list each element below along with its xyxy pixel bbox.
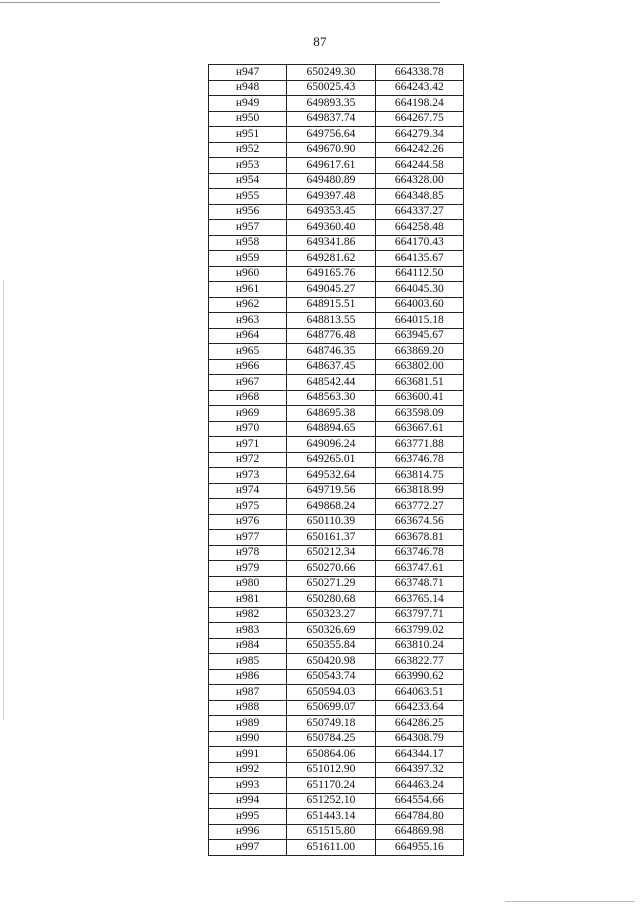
x-coordinate-cell: 649480.89: [287, 173, 375, 189]
point-id-cell: н975: [209, 499, 287, 515]
point-id-cell: н959: [209, 251, 287, 267]
y-coordinate-cell: 664242.26: [375, 142, 463, 158]
table-row: [209, 623, 464, 639]
point-id-cell: н978: [209, 545, 287, 561]
point-id-cell: н957: [209, 220, 287, 236]
point-id-cell: н951: [209, 127, 287, 143]
table-row: [209, 499, 464, 515]
x-coordinate-cell: 649397.48: [287, 189, 375, 205]
y-coordinate-cell: 664784.80: [375, 809, 463, 825]
y-coordinate-cell: 663814.75: [375, 468, 463, 484]
x-coordinate-cell: 651443.14: [287, 809, 375, 825]
x-coordinate-cell: 648776.48: [287, 328, 375, 344]
x-coordinate-cell: 649756.64: [287, 127, 375, 143]
table-row: [209, 607, 464, 623]
y-coordinate-cell: 663748.71: [375, 576, 463, 592]
y-coordinate-cell: 664003.60: [375, 297, 463, 313]
y-coordinate-cell: 664015.18: [375, 313, 463, 329]
scan-edge-line: [505, 901, 635, 902]
table-row: [209, 251, 464, 267]
table-row: [209, 328, 464, 344]
point-id-cell: н960: [209, 266, 287, 282]
x-coordinate-cell: 650161.37: [287, 530, 375, 546]
point-id-cell: н968: [209, 390, 287, 406]
scan-edge-line: [0, 2, 440, 3]
x-coordinate-cell: 650543.74: [287, 669, 375, 685]
point-id-cell: н964: [209, 328, 287, 344]
x-coordinate-cell: 649837.74: [287, 111, 375, 127]
x-coordinate-cell: 650270.66: [287, 561, 375, 577]
page-number: 87: [313, 34, 327, 49]
table-row: [209, 654, 464, 670]
x-coordinate-cell: 648695.38: [287, 406, 375, 422]
point-id-cell: н963: [209, 313, 287, 329]
point-id-cell: н981: [209, 592, 287, 608]
table-row: [209, 747, 464, 763]
x-coordinate-cell: 649719.56: [287, 483, 375, 499]
point-id-cell: н993: [209, 778, 287, 794]
y-coordinate-cell: 664243.42: [375, 80, 463, 96]
x-coordinate-cell: 649341.86: [287, 235, 375, 251]
y-coordinate-cell: 663772.27: [375, 499, 463, 515]
point-id-cell: н996: [209, 824, 287, 840]
x-coordinate-cell: 650110.39: [287, 514, 375, 530]
point-id-cell: н986: [209, 669, 287, 685]
point-id-cell: н973: [209, 468, 287, 484]
point-id-cell: н991: [209, 747, 287, 763]
y-coordinate-cell: 663818.99: [375, 483, 463, 499]
x-coordinate-cell: 649045.27: [287, 282, 375, 298]
point-id-cell: н997: [209, 840, 287, 856]
y-coordinate-cell: 664328.00: [375, 173, 463, 189]
x-coordinate-cell: 648542.44: [287, 375, 375, 391]
table-row: [209, 576, 464, 592]
point-id-cell: н985: [209, 654, 287, 670]
y-coordinate-cell: 663678.81: [375, 530, 463, 546]
y-coordinate-cell: 663990.62: [375, 669, 463, 685]
x-coordinate-cell: 650326.69: [287, 623, 375, 639]
point-id-cell: н965: [209, 344, 287, 360]
x-coordinate-cell: 648813.55: [287, 313, 375, 329]
point-id-cell: н962: [209, 297, 287, 313]
table-row: [209, 127, 464, 143]
table-row: [209, 375, 464, 391]
y-coordinate-cell: 663765.14: [375, 592, 463, 608]
table-row: [209, 344, 464, 360]
y-coordinate-cell: 663802.00: [375, 359, 463, 375]
point-id-cell: н989: [209, 716, 287, 732]
y-coordinate-cell: 664869.98: [375, 824, 463, 840]
point-id-cell: н990: [209, 731, 287, 747]
point-id-cell: н980: [209, 576, 287, 592]
table-row: [209, 592, 464, 608]
point-id-cell: н967: [209, 375, 287, 391]
x-coordinate-cell: 651012.90: [287, 762, 375, 778]
x-coordinate-cell: 649617.61: [287, 158, 375, 174]
x-coordinate-cell: 648563.30: [287, 390, 375, 406]
table-row: [209, 483, 464, 499]
y-coordinate-cell: 664112.50: [375, 266, 463, 282]
table-row: [209, 809, 464, 825]
y-coordinate-cell: 663674.56: [375, 514, 463, 530]
point-id-cell: н987: [209, 685, 287, 701]
coordinates-table: [208, 64, 464, 856]
y-coordinate-cell: 663945.67: [375, 328, 463, 344]
point-id-cell: н966: [209, 359, 287, 375]
point-id-cell: н952: [209, 142, 287, 158]
y-coordinate-cell: 664233.64: [375, 700, 463, 716]
y-coordinate-cell: 663600.41: [375, 390, 463, 406]
table-row: [209, 80, 464, 96]
y-coordinate-cell: 664397.32: [375, 762, 463, 778]
table-row: [209, 421, 464, 437]
point-id-cell: н958: [209, 235, 287, 251]
table-row: [209, 669, 464, 685]
x-coordinate-cell: 648637.45: [287, 359, 375, 375]
table-row: [209, 220, 464, 236]
table-row: [209, 173, 464, 189]
x-coordinate-cell: 648915.51: [287, 297, 375, 313]
x-coordinate-cell: 648894.65: [287, 421, 375, 437]
x-coordinate-cell: 650784.25: [287, 731, 375, 747]
table-row: [209, 158, 464, 174]
point-id-cell: н982: [209, 607, 287, 623]
table-row: [209, 530, 464, 546]
table-row: [209, 406, 464, 422]
point-id-cell: н948: [209, 80, 287, 96]
table-row: [209, 390, 464, 406]
point-id-cell: н970: [209, 421, 287, 437]
table-row: [209, 452, 464, 468]
y-coordinate-cell: 663667.61: [375, 421, 463, 437]
y-coordinate-cell: 664338.78: [375, 65, 463, 81]
x-coordinate-cell: 650594.03: [287, 685, 375, 701]
y-coordinate-cell: 664135.67: [375, 251, 463, 267]
table-row: [209, 359, 464, 375]
x-coordinate-cell: 649868.24: [287, 499, 375, 515]
y-coordinate-cell: 663746.78: [375, 452, 463, 468]
table-row: [209, 840, 464, 856]
scan-edge-line: [3, 280, 4, 720]
point-id-cell: н949: [209, 96, 287, 112]
point-id-cell: н992: [209, 762, 287, 778]
point-id-cell: н969: [209, 406, 287, 422]
x-coordinate-cell: 649165.76: [287, 266, 375, 282]
point-id-cell: н974: [209, 483, 287, 499]
table-row: [209, 514, 464, 530]
x-coordinate-cell: 651170.24: [287, 778, 375, 794]
x-coordinate-cell: 650749.18: [287, 716, 375, 732]
table-row: [209, 561, 464, 577]
point-id-cell: н972: [209, 452, 287, 468]
point-id-cell: н984: [209, 638, 287, 654]
x-coordinate-cell: 650864.06: [287, 747, 375, 763]
y-coordinate-cell: 664955.16: [375, 840, 463, 856]
x-coordinate-cell: 649265.01: [287, 452, 375, 468]
table-row: [209, 282, 464, 298]
x-coordinate-cell: 651611.00: [287, 840, 375, 856]
y-coordinate-cell: 664170.43: [375, 235, 463, 251]
table-row: [209, 716, 464, 732]
y-coordinate-cell: 664045.30: [375, 282, 463, 298]
table-row: [209, 313, 464, 329]
y-coordinate-cell: 663681.51: [375, 375, 463, 391]
x-coordinate-cell: 649670.90: [287, 142, 375, 158]
y-coordinate-cell: 663797.71: [375, 607, 463, 623]
point-id-cell: н953: [209, 158, 287, 174]
x-coordinate-cell: 649281.62: [287, 251, 375, 267]
table-row: [209, 762, 464, 778]
table-row: [209, 638, 464, 654]
table-row: [209, 778, 464, 794]
table-row: [209, 793, 464, 809]
y-coordinate-cell: 663810.24: [375, 638, 463, 654]
x-coordinate-cell: 650355.84: [287, 638, 375, 654]
x-coordinate-cell: 649360.40: [287, 220, 375, 236]
y-coordinate-cell: 664348.85: [375, 189, 463, 205]
x-coordinate-cell: 649353.45: [287, 204, 375, 220]
table-row: [209, 685, 464, 701]
point-id-cell: н988: [209, 700, 287, 716]
x-coordinate-cell: 650249.30: [287, 65, 375, 81]
y-coordinate-cell: 664286.25: [375, 716, 463, 732]
point-id-cell: н955: [209, 189, 287, 205]
table-row: [209, 700, 464, 716]
y-coordinate-cell: 663869.20: [375, 344, 463, 360]
x-coordinate-cell: 649532.64: [287, 468, 375, 484]
x-coordinate-cell: 651515.80: [287, 824, 375, 840]
point-id-cell: н994: [209, 793, 287, 809]
table-row: [209, 545, 464, 561]
table-row: [209, 96, 464, 112]
x-coordinate-cell: 648746.35: [287, 344, 375, 360]
y-coordinate-cell: 664344.17: [375, 747, 463, 763]
y-coordinate-cell: 663799.02: [375, 623, 463, 639]
x-coordinate-cell: 651252.10: [287, 793, 375, 809]
y-coordinate-cell: 664244.58: [375, 158, 463, 174]
point-id-cell: н979: [209, 561, 287, 577]
table-row: [209, 111, 464, 127]
point-id-cell: н954: [209, 173, 287, 189]
table-row: [209, 468, 464, 484]
table-row: [209, 235, 464, 251]
table-row: [209, 824, 464, 840]
point-id-cell: н961: [209, 282, 287, 298]
y-coordinate-cell: 663771.88: [375, 437, 463, 453]
point-id-cell: н971: [209, 437, 287, 453]
table-row: [209, 731, 464, 747]
y-coordinate-cell: 664063.51: [375, 685, 463, 701]
y-coordinate-cell: 664198.24: [375, 96, 463, 112]
y-coordinate-cell: 663747.61: [375, 561, 463, 577]
table-row: [209, 142, 464, 158]
table-row: [209, 297, 464, 313]
point-id-cell: н947: [209, 65, 287, 81]
table-row: [209, 65, 464, 81]
y-coordinate-cell: 664279.34: [375, 127, 463, 143]
point-id-cell: н976: [209, 514, 287, 530]
y-coordinate-cell: 664267.75: [375, 111, 463, 127]
x-coordinate-cell: 650271.29: [287, 576, 375, 592]
x-coordinate-cell: 649893.35: [287, 96, 375, 112]
y-coordinate-cell: 664258.48: [375, 220, 463, 236]
table-row: [209, 204, 464, 220]
y-coordinate-cell: 663598.09: [375, 406, 463, 422]
y-coordinate-cell: 663746.78: [375, 545, 463, 561]
table-row: [209, 437, 464, 453]
x-coordinate-cell: 650280.68: [287, 592, 375, 608]
x-coordinate-cell: 649096.24: [287, 437, 375, 453]
x-coordinate-cell: 650323.27: [287, 607, 375, 623]
point-id-cell: н977: [209, 530, 287, 546]
point-id-cell: н983: [209, 623, 287, 639]
table-row: [209, 189, 464, 205]
x-coordinate-cell: 650699.07: [287, 700, 375, 716]
y-coordinate-cell: 664463.24: [375, 778, 463, 794]
table-row: [209, 266, 464, 282]
y-coordinate-cell: 664337.27: [375, 204, 463, 220]
coordinates-table-body: [209, 65, 464, 856]
point-id-cell: н995: [209, 809, 287, 825]
y-coordinate-cell: 664308.79: [375, 731, 463, 747]
y-coordinate-cell: 664554.66: [375, 793, 463, 809]
x-coordinate-cell: 650212.34: [287, 545, 375, 561]
x-coordinate-cell: 650420.98: [287, 654, 375, 670]
point-id-cell: н950: [209, 111, 287, 127]
y-coordinate-cell: 663822.77: [375, 654, 463, 670]
point-id-cell: н956: [209, 204, 287, 220]
x-coordinate-cell: 650025.43: [287, 80, 375, 96]
